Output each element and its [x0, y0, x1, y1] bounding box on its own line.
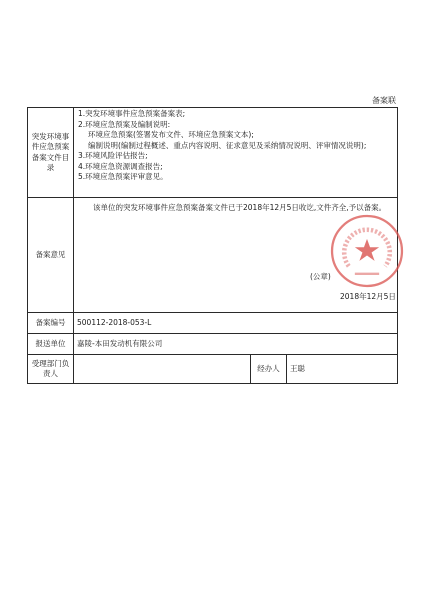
list-item: 编制说明(编制过程概述、重点内容说明、征求意见及采纳情况说明、评审情况说明);	[88, 140, 367, 150]
copy-label: 备案联	[372, 96, 396, 105]
table-row-opinion	[28, 198, 398, 313]
opinion-text: 该单位的突发环境事件应急预案备案文件已于2018年12月5日收讫,文件齐全,予以备案。	[93, 203, 387, 212]
directory-list	[74, 108, 398, 198]
table-row-record-number	[28, 313, 398, 334]
opinion-label: 备案意见	[28, 198, 74, 313]
handler-value: 王聪	[287, 355, 398, 384]
list-item: 4.环境应急资源调查报告;	[78, 161, 163, 171]
list-item: 2.环境应急预案及编制说明:	[78, 119, 171, 129]
handler-label: 经办人	[251, 355, 287, 384]
table-row-directory	[28, 108, 398, 198]
directory-label: 突发环境事件应急预案备案文件目录	[28, 108, 74, 198]
responsible-label: 受理部门负责人	[28, 355, 74, 384]
responsible-value	[74, 355, 251, 384]
record-number-value: 500112-2018-053-L	[74, 313, 398, 334]
submitting-unit-value: 嘉陵-本田发动机有限公司	[74, 334, 398, 355]
opinion-date: 2018年12月5日	[340, 292, 396, 301]
filing-record-table	[27, 107, 398, 384]
table-row-responsible	[28, 355, 398, 384]
opinion-cell	[74, 198, 398, 313]
record-number-label: 备案编号	[28, 313, 74, 334]
stamp-note: (公章)	[310, 272, 331, 281]
table-row-submitting-unit	[28, 334, 398, 355]
list-item: 1.突发环境事件应急预案备案表;	[78, 109, 186, 118]
submitting-unit-label: 报送单位	[28, 334, 74, 355]
list-item: 5.环境应急预案评审意见。	[78, 172, 168, 181]
list-item: 3.环境风险评估报告;	[78, 151, 148, 160]
official-seal	[329, 213, 405, 289]
list-item: 环境应急预案(签署发布文件、环境应急预案文本);	[88, 130, 254, 139]
